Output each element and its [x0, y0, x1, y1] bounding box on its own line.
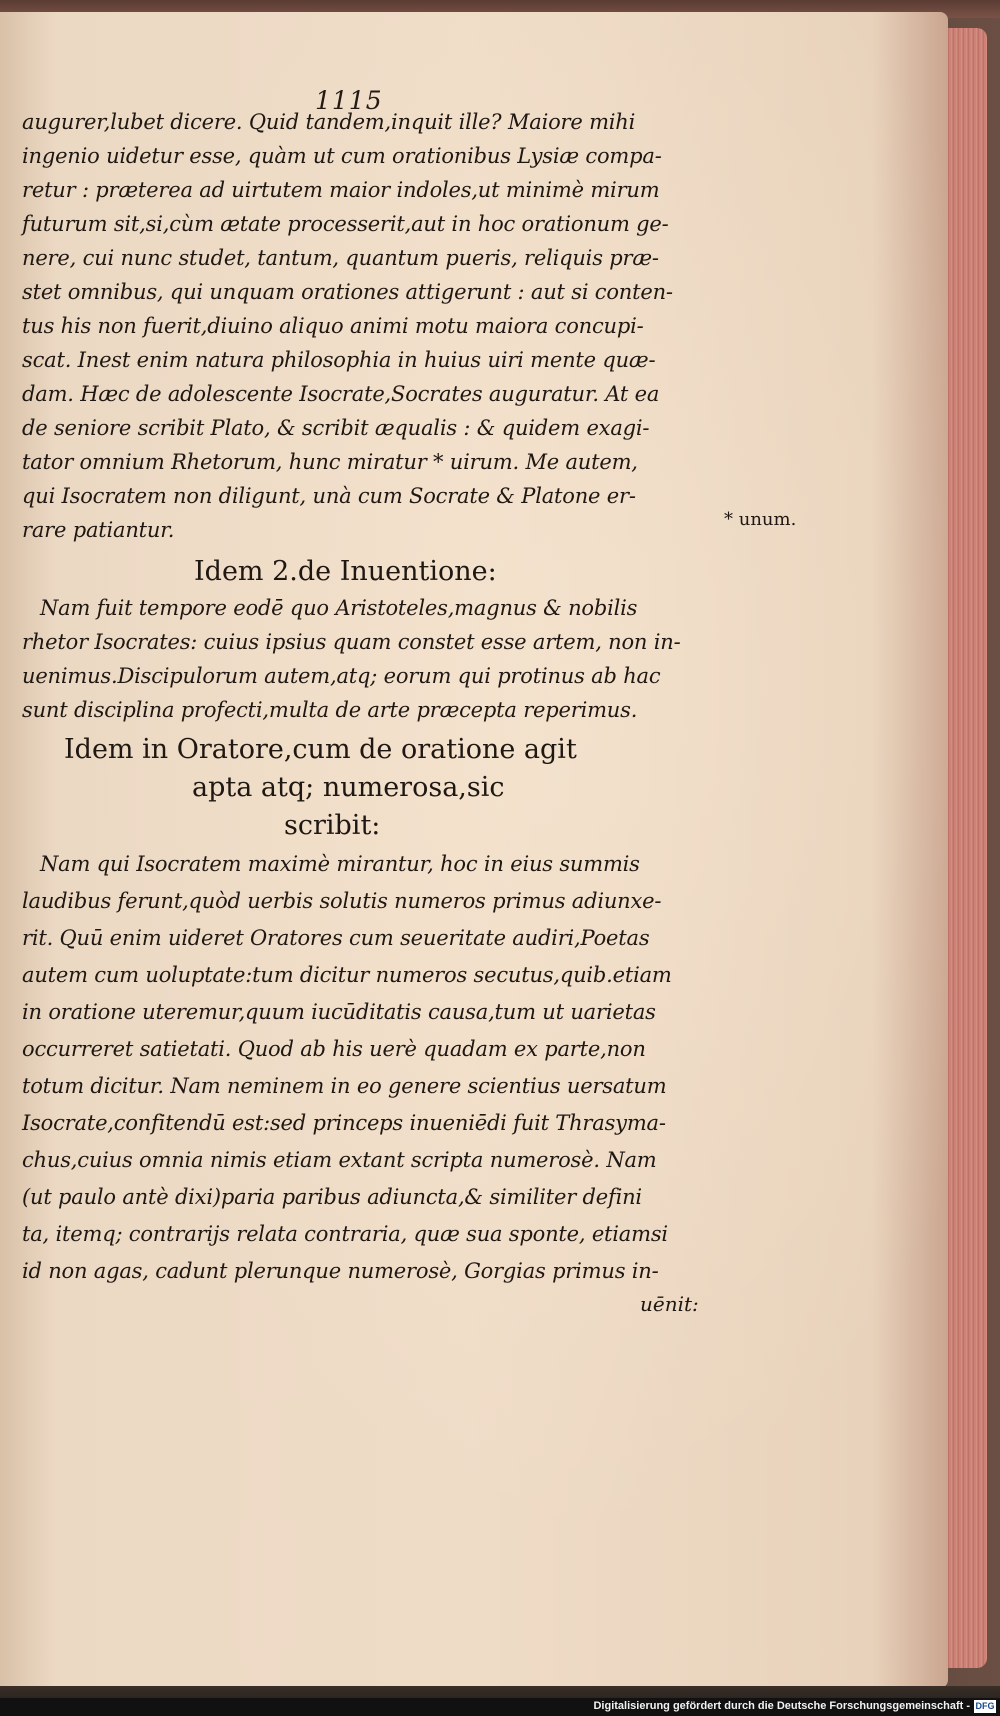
text-line: Nam qui Isocratem maximè mirantur, hoc in eius summis — [40, 852, 640, 876]
section-heading: scribit: — [284, 810, 381, 841]
text-line: Isocrate,confitendū est:sed princeps inueniēdi fuit Thrasyma- — [22, 1111, 666, 1135]
text-line: sunt disciplina profecti,multa de arte præcepta reperimus. — [22, 698, 638, 722]
text-line: occurreret satietati. Quod ab his uerè quadam ex parte,non — [22, 1037, 646, 1061]
catchword: uēnit: — [640, 1292, 699, 1316]
text-line: Nam fuit tempore eodē quo Aristoteles,magnus & nobilis — [40, 596, 638, 620]
section-heading: apta atq; numerosa,sic — [192, 772, 505, 803]
text-line: qui Isocratem non diligunt, unà cum Socrate & Platone er- — [22, 484, 636, 508]
text-line: autem cum uoluptate:tum dicitur numeros secutus,quib.etiam — [22, 963, 672, 987]
page-number: 1115 — [315, 86, 383, 115]
footer-credit: Digitalisierung gefördert durch die Deutsche Forschungsgemeinschaft - — [593, 1700, 970, 1712]
text-line: tator omnium Rhetorum, hunc miratur * uirum. Me autem, — [22, 450, 638, 474]
marginal-note: * unum. — [724, 509, 797, 530]
text-line: ta, itemq; contrarijs relata contraria, quæ sua sponte, etiamsi — [22, 1222, 668, 1246]
text-line: in oratione uteremur,quum iucūditatis causa,tum ut uarietas — [22, 1000, 656, 1024]
text-line: totum dicitur. Nam neminem in eo genere scientius uersatum — [22, 1074, 667, 1098]
section-heading: Idem in Oratore,cum de oratione agit — [64, 734, 577, 765]
dfg-logo-icon: DFG — [975, 1701, 995, 1711]
text-line: rhetor Isocrates: cuius ipsius quam constet esse artem, non in- — [22, 630, 681, 654]
text-line: chus,cuius omnia nimis etiam extant scripta numerosè. Nam — [22, 1148, 657, 1172]
section-heading: Idem 2.de Inuentione: — [194, 556, 497, 587]
text-line: stet omnibus, qui unquam orationes attigerunt : aut si conten- — [22, 280, 673, 304]
text-line: rare patiantur. — [22, 518, 175, 542]
text-line: id non agas, cadunt plerunque numerosè, Gorgias primus in- — [22, 1259, 659, 1283]
text-line: (ut paulo antè dixi)paria paribus adiuncta,& similiter defini — [22, 1185, 642, 1209]
text-line: nere, cui nunc studet, tantum, quantum pueris, reliquis præ- — [22, 246, 659, 270]
text-line: tus his non fuerit,diuino aliquo animi motu maiora concupi- — [22, 314, 644, 338]
page-edges — [945, 28, 987, 1668]
text-line: ingenio uidetur esse, quàm ut cum orationibus Lysiæ compa- — [22, 144, 662, 168]
text-line: retur : præterea ad uirtutem maior indoles,ut minimè mirum — [22, 178, 660, 202]
text-line: rit. Quū enim uideret Oratores cum seueritate audiri,Poetas — [22, 926, 650, 950]
text-line: de seniore scribit Plato, & scribit æqualis : & quidem exagi- — [22, 416, 650, 440]
book-page — [0, 12, 948, 1688]
text-line: dam. Hæc de adolescente Isocrate,Socrates auguratur. At ea — [22, 382, 660, 406]
text-line: laudibus ferunt,quòd uerbis solutis numeros primus adiunxe- — [22, 889, 662, 913]
text-line: futurum sit,si,cùm ætate processerit,aut in hoc orationum ge- — [22, 212, 669, 236]
text-line: uenimus.Discipulorum autem,atq; eorum qui protinus ab hac — [22, 664, 661, 688]
text-line: augurer,lubet dicere. Quid tandem,inquit ille? Maiore mihi — [22, 110, 636, 134]
text-line: scat. Inest enim natura philosophia in huius uiri mente quæ- — [22, 348, 656, 372]
